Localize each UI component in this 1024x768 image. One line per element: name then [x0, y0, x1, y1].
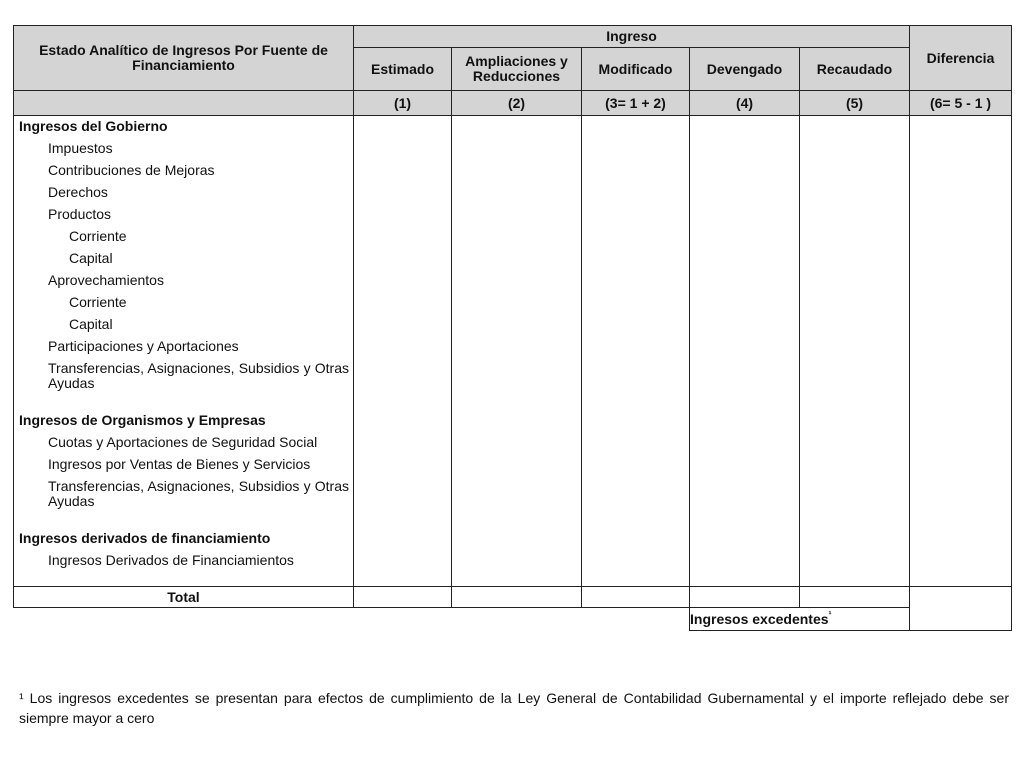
ingreso-group-header: Ingreso — [354, 26, 910, 48]
column-number-3: (3= 1 + 2) — [582, 91, 690, 116]
total-modificado-cell — [582, 587, 690, 608]
column-header-estimado: Estimado — [354, 48, 452, 91]
row-label-aprovechamientos-capital: Capital — [69, 316, 113, 332]
row-label-organismos-empresas: Ingresos de Organismos y Empresas — [19, 412, 266, 428]
row-label-transferencias-gobierno: Transferencias, Asignaciones, Subsidios y Otras Ayudas — [48, 360, 349, 391]
row-label-transferencias-organismos: Transferencias, Asignaciones, Subsidios y Otras Ayudas — [48, 478, 349, 509]
column-number-4: (4) — [690, 91, 800, 116]
estimado-column-body — [354, 116, 452, 587]
total-diferencia-cell — [910, 587, 1012, 631]
footnote: ¹ Los ingresos excedentes se presentan para efectos de cumplimiento de la Ley General de Contabilidad Gubernamental y el importe reflejado debe ser siempre mayor a cero — [19, 690, 1009, 726]
row-label-aprovechamientos-corriente: Corriente — [69, 294, 127, 310]
row-label-contribuciones-mejoras: Contribuciones de Mejoras — [48, 162, 215, 178]
column-header-devengado: Devengado — [690, 48, 800, 91]
row-label-participaciones: Participaciones y Aportaciones — [48, 338, 239, 354]
column-number-2: (2) — [452, 91, 582, 116]
row-labels-cell — [14, 116, 354, 587]
column-number-1: (1) — [354, 91, 452, 116]
table-title-header: Estado Analítico de Ingresos Por Fuente de Financiamiento — [14, 26, 354, 91]
ampliaciones-column-body — [452, 116, 582, 587]
column-number-5: (5) — [800, 91, 910, 116]
diferencia-header: Diferencia — [910, 26, 1012, 91]
row-label-ingresos-gobierno: Ingresos del Gobierno — [19, 118, 168, 134]
total-estimado-cell — [354, 587, 452, 608]
spacer — [14, 513, 353, 528]
recaudado-column-body — [800, 116, 910, 587]
total-ampliaciones-cell — [452, 587, 582, 608]
total-label: Total — [14, 587, 354, 608]
row-label-aprovechamientos: Aprovechamientos — [48, 272, 164, 288]
excedentes-label: Ingresos excedentes — [690, 610, 829, 627]
number-row-blank — [14, 91, 354, 116]
row-label-ventas-bienes-servicios: Ingresos por Ventas de Bienes y Servicios — [48, 456, 311, 472]
column-number-6: (6= 5 - 1 ) — [910, 91, 1012, 116]
blank-area — [14, 608, 690, 631]
row-label-productos-capital: Capital — [69, 250, 113, 266]
column-header-modificado: Modificado — [582, 48, 690, 91]
row-label-ingresos-derivados: Ingresos Derivados de Financiamientos — [48, 552, 294, 568]
excedentes-cell — [690, 608, 910, 631]
column-header-ampliaciones: Ampliaciones y Reducciones — [452, 48, 582, 91]
excedentes-footnote-mark: ¹ — [828, 608, 832, 619]
total-recaudado-cell — [800, 587, 910, 608]
row-label-productos: Productos — [48, 206, 112, 222]
total-devengado-cell — [690, 587, 800, 608]
spacer — [14, 572, 353, 586]
spacer — [14, 395, 353, 410]
column-header-recaudado: Recaudado — [800, 48, 910, 91]
diferencia-column-body — [910, 116, 1012, 587]
row-label-impuestos: Impuestos — [48, 140, 113, 156]
row-label-derechos: Derechos — [48, 184, 108, 200]
modificado-column-body — [582, 116, 690, 587]
income-analysis-table — [13, 25, 1012, 631]
devengado-column-body — [690, 116, 800, 587]
row-label-derivados-financiamiento: Ingresos derivados de financiamiento — [19, 530, 271, 546]
row-label-productos-corriente: Corriente — [69, 228, 127, 244]
row-label-cuotas-seguridad-social: Cuotas y Aportaciones de Seguridad Social — [48, 434, 318, 450]
